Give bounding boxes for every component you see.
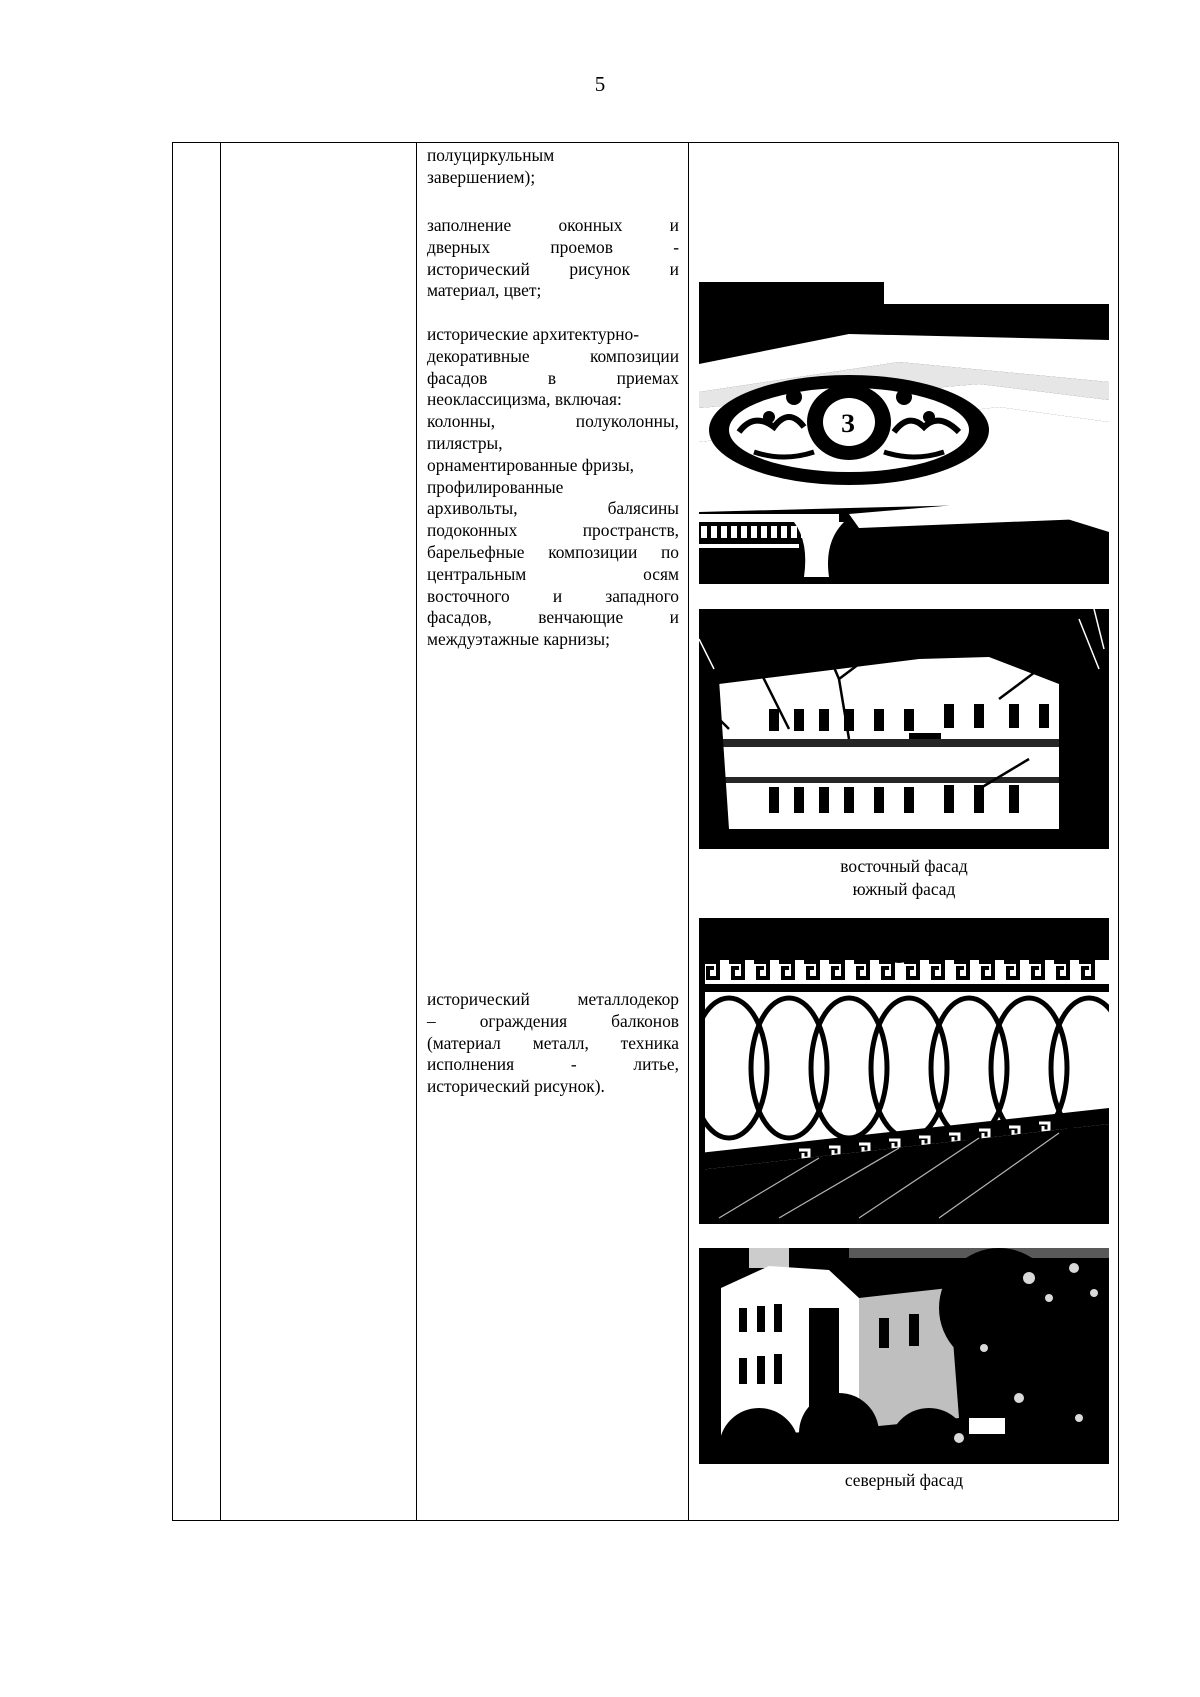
text-line: (материал металл, техника [427,1032,679,1053]
text-line: декоративные композиции [427,345,679,366]
page-number: 5 [594,72,606,96]
column-number-cell [173,143,221,1521]
svg-text:З: З [841,409,855,438]
text-line: исторический рисунок и [427,258,679,279]
paragraph-window-filling [427,215,679,302]
text-line: заполнение оконных и [427,215,679,235]
column-photos-cell [689,143,1119,1521]
paragraph-metal-decor [427,989,679,1098]
column-object-cell [221,143,417,1521]
cartouche-photo [699,282,1109,584]
east-south-facade-photo [699,609,1109,849]
text-line: исторический рисунок). [427,1076,605,1097]
caption-north-facade: северный фасад [844,1470,964,1490]
text-line: подоконных пространств, [427,520,679,541]
text-line: исторические архитектурно- [427,324,640,344]
text-line: фасадов в приемах [427,367,679,388]
document-table [172,142,1119,1521]
text-line: дверных проемов - [427,236,679,257]
text-line: профилированные [427,476,564,497]
caption-south-facade: южный фасад [852,879,956,899]
text-line: исполнения - литье, [427,1054,679,1075]
text-line: барельефные композиции по [427,541,679,562]
text-line: неоклассицизма, включая: [427,389,622,410]
north-facade-photo [699,1248,1109,1464]
text-line: колонны, полуколонны, [427,411,679,432]
balcony-railing-photo [699,918,1109,1224]
text-line: орнаментированные фризы, [427,454,634,475]
text-line: архивольты, балясины [427,498,679,519]
caption-east-facade: восточный фасад [840,856,968,876]
text-line: восточного и западного [427,585,679,606]
text-line: центральным осям [427,563,679,584]
text-line: завершением); [427,166,536,187]
text-line: материал, цвет; [427,280,542,301]
text-line: междуэтажные карнизы; [427,629,610,650]
text-line: – ограждения балконов [427,1010,679,1031]
text-line: полуциркульным [427,145,555,165]
text-line: фасадов, венчающие и [427,607,679,628]
column-description-cell [417,143,689,1521]
paragraph-architectural-compositions [427,324,679,651]
paragraph-semicircular [427,145,679,189]
text-line: исторический металлодекор [427,989,679,1009]
text-line: пилястры, [427,432,503,453]
